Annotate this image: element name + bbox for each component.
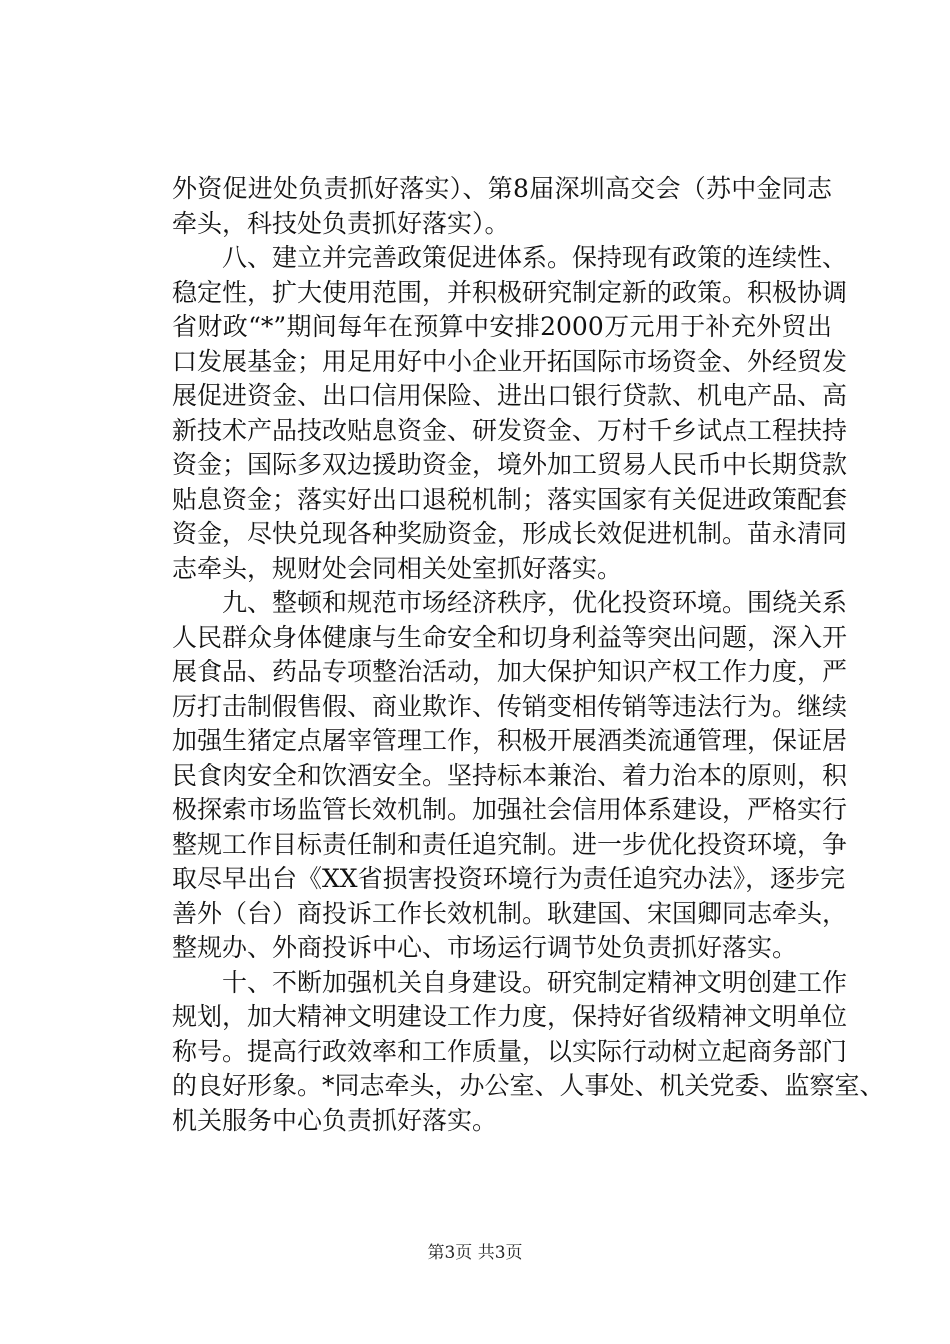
text-line: 极探索市场监管长效机制。加强社会信用体系建设，严格实行 xyxy=(172,795,848,824)
text-line: 新技术产品技改贴息资金、研发资金、万村千乡试点工程扶持 xyxy=(172,415,848,445)
page-number-footer: 第3页 共3页 xyxy=(427,1243,523,1263)
text-line: 善外（台）商投诉工作长效机制。耿建国、宋国卿同志牵头， xyxy=(172,898,848,928)
text-line: 省财政“*”期间每年在预算中安排2000万元用于补充外贸出 xyxy=(172,312,832,341)
text-line: 整规工作目标责任制和责任追究制。进一步优化投资环境，争 xyxy=(172,829,848,859)
text-line: 志牵头，规财处会同相关处室抓好落实。 xyxy=(172,553,623,583)
text-line: 贴息资金；落实好出口退税机制；落实国家有关促进政策配套 xyxy=(172,484,848,514)
text-line: 外资促进处负责抓好落实）、第8届深圳高交会（苏中金同志 xyxy=(172,174,832,203)
text-line: 口发展基金；用足用好中小企业开拓国际市场资金、外经贸发 xyxy=(172,346,848,376)
text-line: 规划，加大精神文明建设工作力度，保持好省级精神文明单位 xyxy=(172,1002,848,1031)
text-line: 稳定性，扩大使用范围，并积极研究制定新的政策。积极协调 xyxy=(172,277,848,307)
text-line: 加强生猪定点屠宰管理工作，积极开展酒类流通管理，保证居 xyxy=(172,726,848,755)
paragraph-start-line: 八、建立并完善政策促进体系。保持现有政策的连续性、 xyxy=(222,243,848,272)
body-text xyxy=(172,172,885,1138)
text-line: 展食品、药品专项整治活动，加大保护知识产权工作力度，严 xyxy=(172,657,848,686)
paragraph-start-line: 十、不断加强机关自身建设。研究制定精神文明创建工作 xyxy=(222,967,848,997)
text-line: 机关服务中心负责抓好落实。 xyxy=(172,1105,498,1135)
paragraph-start-line: 九、整顿和规范市场经济秩序，优化投资环境。围绕关系 xyxy=(222,588,848,617)
text-line: 取尽早出台《XX省损害投资环境行为责任追究办法》，逐步完 xyxy=(172,864,846,893)
text-line: 人民群众身体健康与生命安全和切身利益等突出问题，深入开 xyxy=(172,622,848,652)
text-line: 展促进资金、出口信用保险、进出口银行贷款、机电产品、高 xyxy=(172,381,848,410)
text-line: 厉打击制假售假、商业欺诈、传销变相传销等违法行为。继续 xyxy=(172,691,848,721)
text-line: 民食肉安全和饮酒安全。坚持标本兼治、着力治本的原则，积 xyxy=(172,760,848,790)
text-line: 整规办、外商投诉中心、市场运行调节处负责抓好落实。 xyxy=(172,933,798,962)
text-line: 资金，尽快兑现各种奖励资金，形成长效促进机制。苗永清同 xyxy=(172,519,848,548)
text-line: 牵头，科技处负责抓好落实）。 xyxy=(172,208,510,238)
text-line: 的良好形象。*同志牵头，办公室、人事处、机关党委、监察室、 xyxy=(172,1071,885,1100)
text-line: 称号。提高行政效率和工作质量，以实际行动树立起商务部门 xyxy=(172,1036,848,1066)
text-line: 资金；国际多双边援助资金，境外加工贸易人民币中长期贷款 xyxy=(172,450,848,479)
